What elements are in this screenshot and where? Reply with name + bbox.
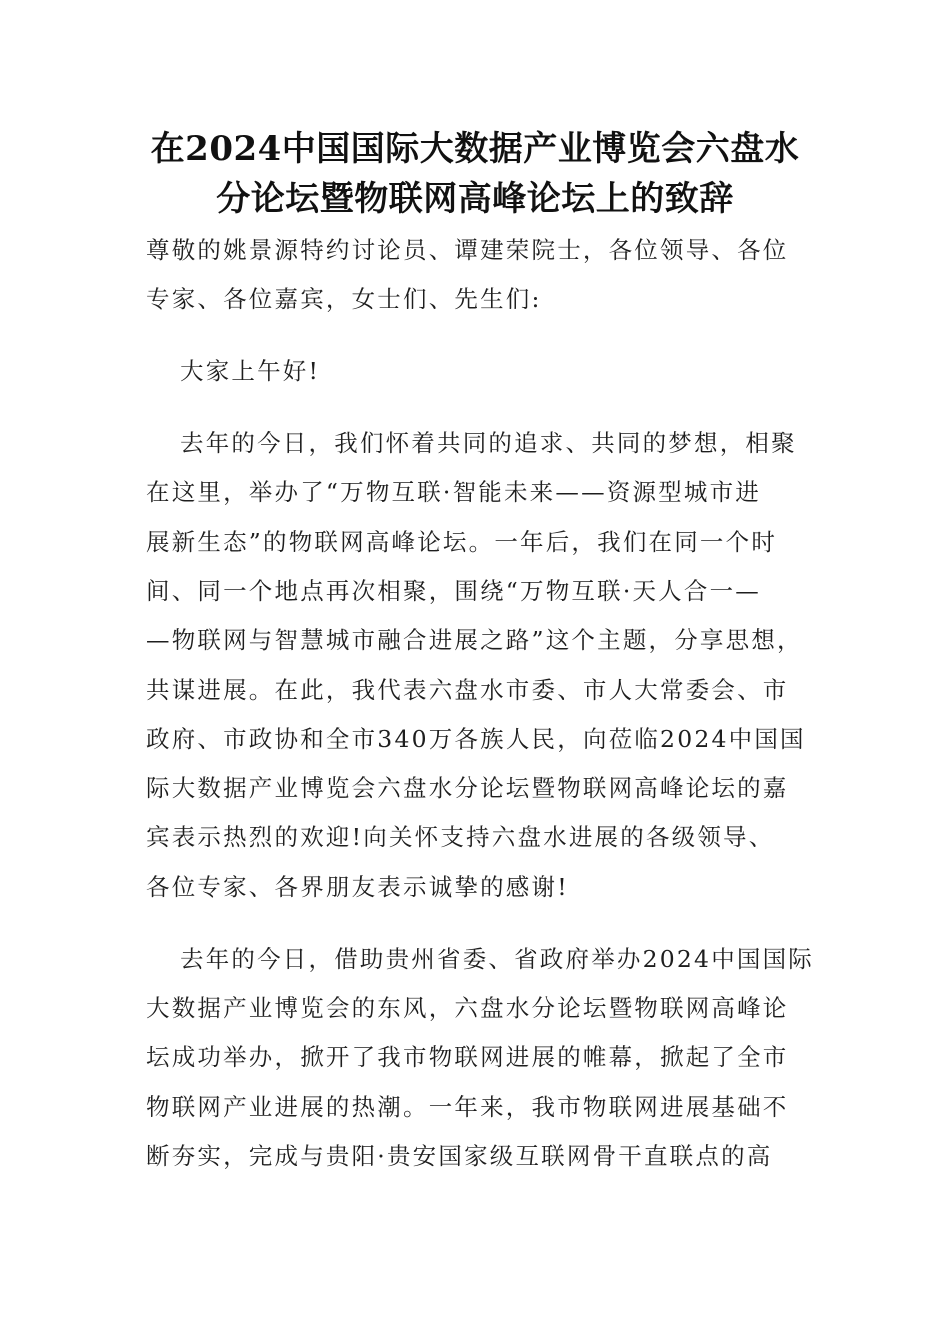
title-line-1: 在2024中国国际大数据产业博览会六盘水 <box>150 129 800 169</box>
paragraph-line: 去年的今日，我们怀着共同的追求、共同的梦想，相聚 <box>180 429 797 458</box>
paragraph-line: 展新生态”的物联网高峰论坛。一年后，我们在同一个时 <box>146 527 778 556</box>
paragraph-line: 断夯实，完成与贵阳·贵安国家级互联网骨干直联点的高 <box>146 1141 773 1170</box>
paragraph-line: —物联网与智慧城市融合进展之路”这个主题，分享思想， <box>146 626 803 655</box>
paragraph-line: 去年的今日，借助贵州省委、省政府举办2024中国国际 <box>180 944 815 973</box>
title-line-2: 分论坛暨物联网高峰论坛上的致辞 <box>216 179 734 219</box>
greeting-paragraph <box>146 347 806 396</box>
paragraph-line: 共谋进展。在此，我代表六盘水市委、市人大常委会、市 <box>146 675 789 704</box>
salutation-paragraph <box>146 226 806 325</box>
document-body <box>146 226 815 1204</box>
paragraph-line: 大家上午好! <box>180 357 321 386</box>
paragraph-line: 际大数据产业博览会六盘水分论坛暨物联网高峰论坛的嘉 <box>146 774 789 803</box>
body-paragraph-2 <box>146 935 815 1181</box>
paragraph-line: 坛成功举办，掀开了我市物联网进展的帷幕，掀起了全市 <box>146 1043 789 1072</box>
paragraph-line: 尊敬的姚景源特约讨论员、谭建荣院士，各位领导、各位 <box>146 236 789 264</box>
paragraph-line: 专家、各位嘉宾，女士们、先生们: <box>146 285 542 314</box>
paragraph-line: 在这里，举办了“万物互联·智能未来——资源型城市进 <box>146 478 761 507</box>
paragraph-line: 物联网产业进展的热潮。一年来，我市物联网进展基础不 <box>146 1092 789 1121</box>
paragraph-line: 大数据产业博览会的东风，六盘水分论坛暨物联网高峰论 <box>146 993 789 1022</box>
paragraph-line: 宾表示热烈的欢迎!向关怀支持六盘水进展的各级领导、 <box>146 823 775 852</box>
body-paragraph-1 <box>146 419 806 912</box>
paragraph-line: 各位专家、各界朋友表示诚挚的感谢! <box>146 872 569 901</box>
paragraph-line: 间、同一个地点再次相聚，围绕“万物互联·天人合一— <box>146 576 761 605</box>
paragraph-line: 政府、市政协和全市340万各族人民，向莅临2024中国国 <box>146 724 806 753</box>
document-title <box>120 124 830 224</box>
